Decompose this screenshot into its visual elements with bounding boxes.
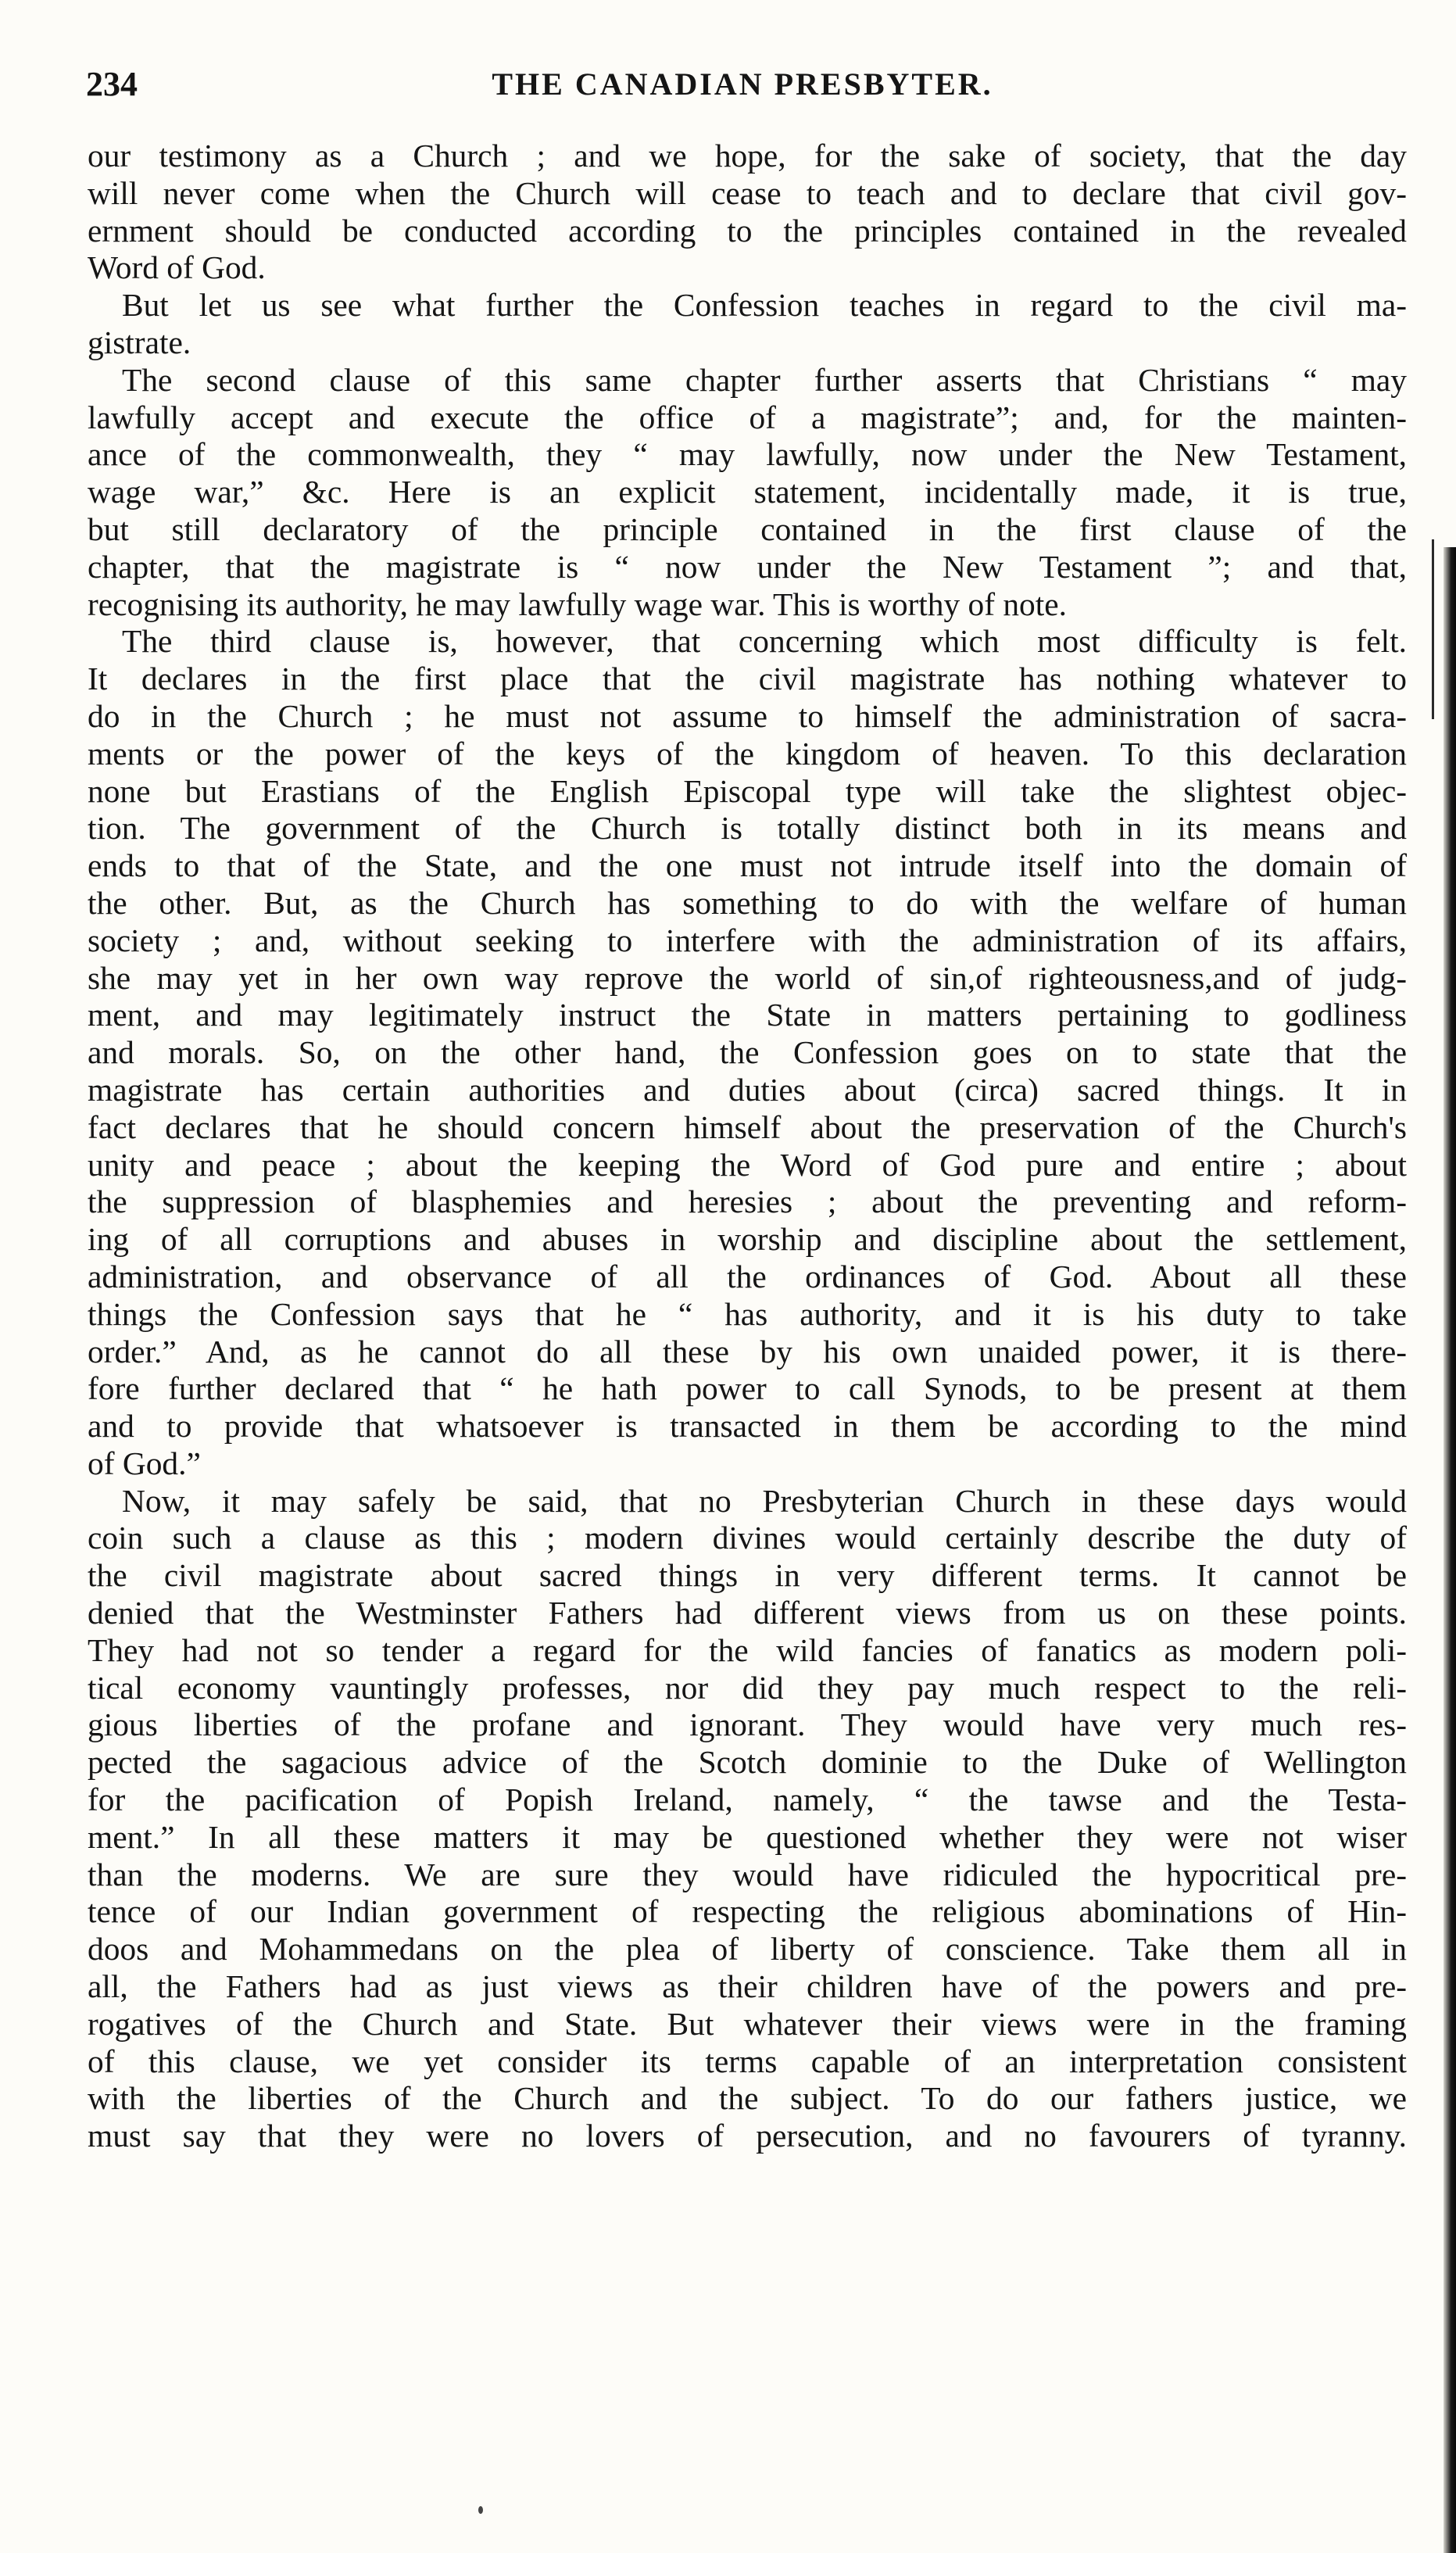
text-line: she may yet in her own way reprove the world of sin,of righteousness,and of judg- [88, 959, 1407, 996]
text-line: but still declaratory of the principle contained in the first clause of the [88, 510, 1407, 547]
text-line: with the liberties of the Church and the subject. To do our fathers justice, we [88, 2080, 1407, 2117]
text-line: Now, it may safely be said, that no Presbyterian Church in these days would [122, 1482, 1407, 1519]
text-line: rogatives of the Church and State. But whatever their views were in the framing [88, 2005, 1407, 2042]
ink-speck [478, 2506, 483, 2514]
text-line: ments or the power of the keys of the kingdom of heaven. To this declaration [88, 735, 1407, 772]
text-line: Word of God. [88, 249, 266, 286]
text-line: fore further declared that “ he hath power to call Synods, to be present at them [88, 1370, 1407, 1407]
text-line: the suppression of blasphemies and heresies ; about the preventing and reform- [88, 1183, 1407, 1220]
text-line: do in the Church ; he must not assume to himself the administration of sacra- [88, 697, 1407, 734]
text-line: The second clause of this same chapter further asserts that Christians “ may [122, 361, 1407, 398]
text-line: fact declares that he should concern himself about the preservation of the Church's [88, 1108, 1407, 1145]
text-line: none but Erastians of the English Episcopal type will take the slightest objec- [88, 772, 1407, 809]
text-line: They had not so tender a regard for the wild fancies of fanatics as modern poli- [88, 1631, 1407, 1668]
text-line: of God.” [88, 1445, 201, 1481]
text-line: wage war,” &c. Here is an explicit statement, incidentally made, it is true, [88, 474, 1407, 510]
text-line: tical economy vauntingly professes, nor did they pay much respect to the reli- [88, 1669, 1407, 1706]
text-line: coin such a clause as this ; modern divines would certainly describe the duty of [88, 1520, 1407, 1556]
text-line: must say that they were no lovers of persecution, and no favourers of tyranny. [88, 2118, 1407, 2154]
text-line: our testimony as a Church ; and we hope, for the sake of society, that the day [88, 138, 1407, 174]
text-line: will never come when the Church will cease to teach and to declare that civil gov- [88, 174, 1407, 211]
text-line: denied that the Westminster Fathers had different views from us on these points. [88, 1595, 1407, 1631]
text-line: things the Confession says that he “ has authority, and it is his duty to take [88, 1295, 1407, 1332]
text-line: The third clause is, however, that concerning which most difficulty is felt. [122, 623, 1407, 660]
text-line: chapter, that the magistrate is “ now under the New Testament ”; and that, [88, 548, 1407, 585]
text-line: doos and Mohammedans on the plea of liberty of conscience. Take them all in [88, 1931, 1407, 1968]
text-line: But let us see what further the Confession teaches in regard to the civil ma- [122, 287, 1407, 324]
text-line: lawfully accept and execute the office of a magistrate”; and, for the mainten- [88, 399, 1407, 435]
text-line: ance of the commonwealth, they “ may lawfully, now under the New Testament, [88, 436, 1407, 473]
page-header [86, 64, 1399, 111]
text-line: tion. The government of the Church is totally distinct both in its means and [88, 810, 1407, 847]
text-line: than the moderns. We are sure they would have ridiculed the hypocritical pre- [88, 1856, 1407, 1892]
text-line: ends to that of the State, and the one must not intrude itself into the domain of [88, 847, 1407, 884]
text-line: ment.” In all these matters it may be questioned whether they were not wiser [88, 1818, 1407, 1855]
text-line: tence of our Indian government of respecting the religious abominations of Hin- [88, 1893, 1407, 1930]
running-title: THE CANADIAN PRESBYTER. [492, 66, 993, 102]
body-text [88, 138, 1407, 2155]
text-line: unity and peace ; about the keeping the Word of God pure and entire ; about [88, 1146, 1407, 1183]
text-line: administration, and observance of all the ordinances of God. About all these [88, 1258, 1407, 1294]
text-line: and to provide that whatsoever is transacted in them be according to the mind [88, 1408, 1407, 1445]
text-line: society ; and, without seeking to interfere with the administration of its affairs, [88, 922, 1407, 958]
text-line: ment, and may legitimately instruct the State in matters pertaining to godliness [88, 997, 1407, 1033]
text-line: of this clause, we yet consider its terms capable of an interpretation consistent [88, 2043, 1407, 2079]
text-line: magistrate has certain authorities and duties about (circa) sacred things. It in [88, 1071, 1407, 1108]
page-margin-line [1432, 539, 1434, 719]
text-line: recognising its authority, he may lawfully wage war. This is worthy of note. [88, 585, 1067, 622]
text-line: It declares in the first place that the civil magistrate has nothing whatever to [88, 661, 1407, 697]
text-line: and morals. So, on the other hand, the Confession goes on to state that the [88, 1034, 1407, 1071]
page-edge-shadow [1443, 547, 1456, 2553]
text-line: gious liberties of the profane and ignorant. They would have very much res- [88, 1706, 1407, 1743]
text-line: the other. But, as the Church has something to do with the welfare of human [88, 884, 1407, 921]
text-line: gistrate. [88, 324, 191, 360]
text-line: all, the Fathers had as just views as their children have of the powers and pre- [88, 1968, 1407, 2005]
text-line: for the pacification of Popish Ireland, namely, “ the tawse and the Testa- [88, 1781, 1407, 1818]
text-line: ernment should be conducted according to the principles contained in the revealed [88, 212, 1407, 249]
text-line: order.” And, as he cannot do all these by his own unaided power, it is there- [88, 1333, 1407, 1370]
text-line: ing of all corruptions and abuses in worship and discipline about the settlement, [88, 1221, 1407, 1258]
page-number: 234 [86, 65, 138, 103]
text-line: the civil magistrate about sacred things in very different terms. It cannot be [88, 1557, 1407, 1594]
text-line: pected the sagacious advice of the Scotch dominie to the Duke of Wellington [88, 1744, 1407, 1781]
